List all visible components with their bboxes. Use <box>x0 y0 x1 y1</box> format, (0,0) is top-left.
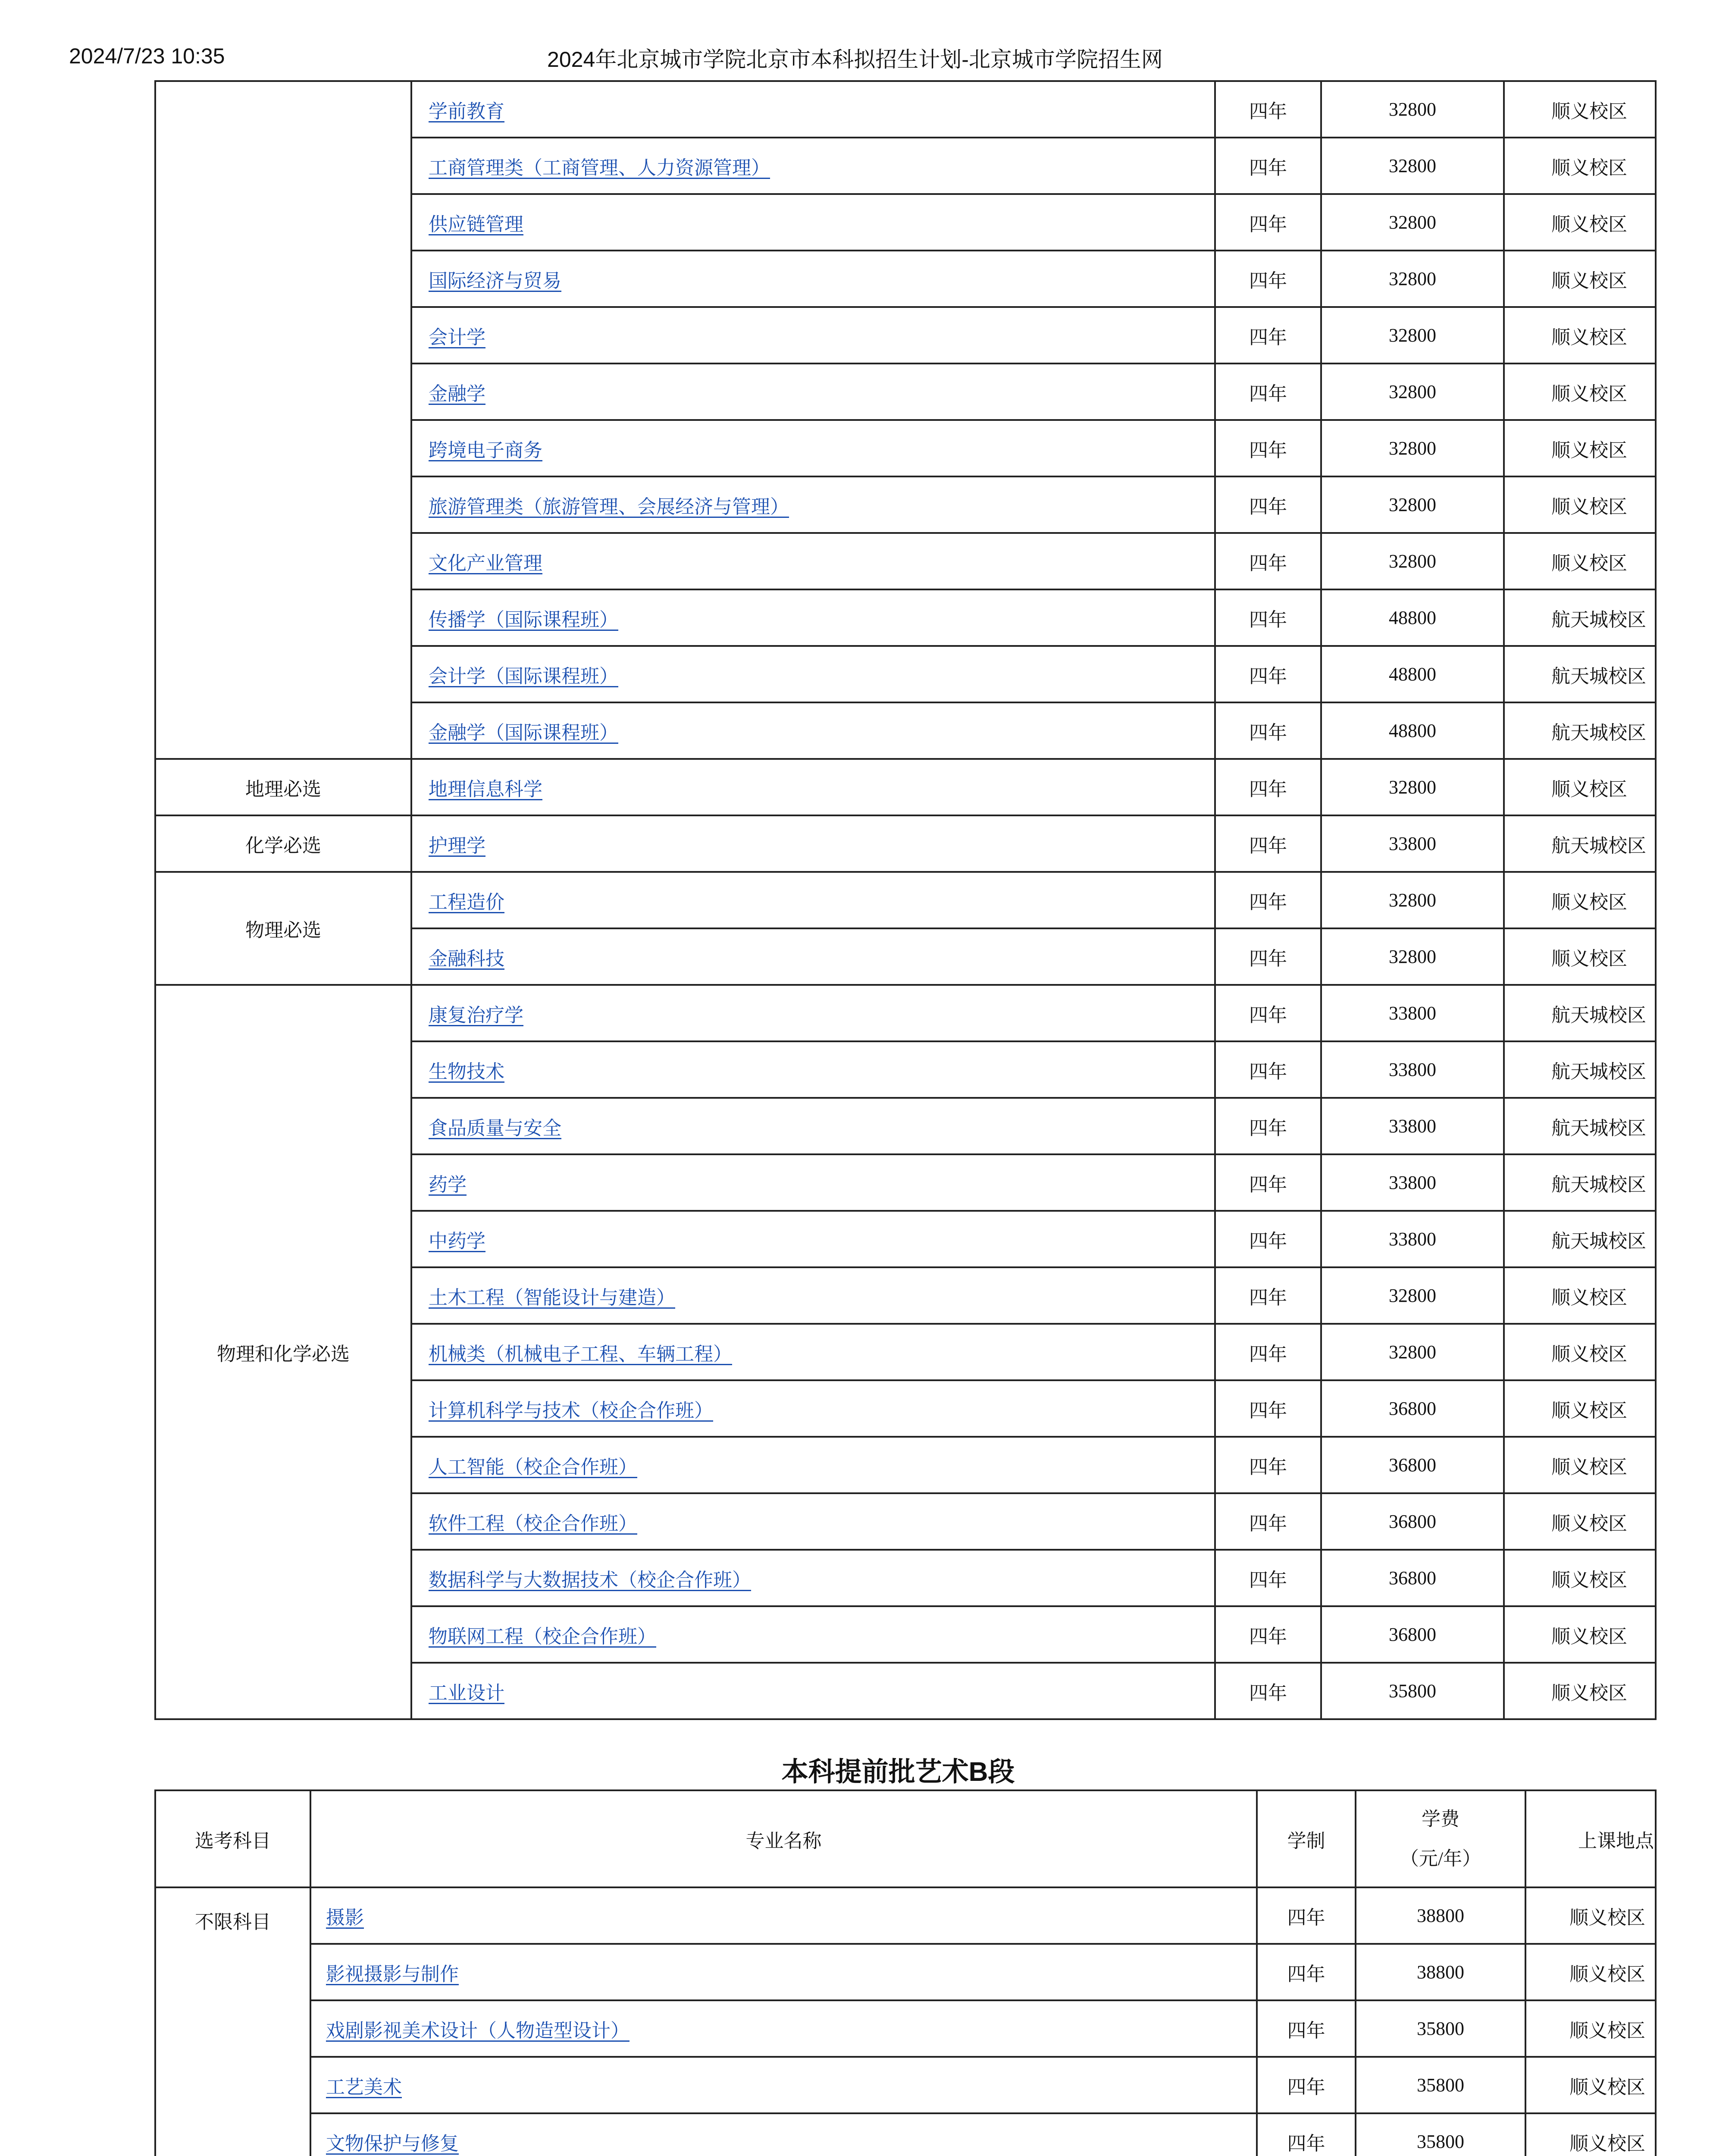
table-row <box>155 81 1656 138</box>
fee-cell: 32800 <box>1321 420 1504 476</box>
art-b-plan-table <box>154 1789 1657 2156</box>
print-page-title: 2024年北京城市学院北京市本科拟招生计划-北京城市学院招生网 <box>547 47 1163 72</box>
major-cell <box>411 872 1215 928</box>
fee-cell: 32800 <box>1321 251 1504 307</box>
duration-cell: 四年 <box>1215 1437 1321 1493</box>
table-row <box>155 759 1656 815</box>
major-cell <box>411 1606 1215 1663</box>
fee-cell: 32800 <box>1321 476 1504 533</box>
fee-cell: 35800 <box>1356 2000 1525 2057</box>
major-link[interactable]: 地理信息科学 <box>429 778 542 800</box>
campus-cell: 顺义校区 <box>1504 307 1656 364</box>
campus-cell: 顺义校区 <box>1504 872 1656 928</box>
duration-cell: 四年 <box>1215 702 1321 759</box>
major-cell <box>411 1380 1215 1437</box>
campus-cell: 顺义校区 <box>1504 1493 1656 1550</box>
duration-cell: 四年 <box>1215 1324 1321 1380</box>
subject-cell <box>155 81 411 759</box>
major-link[interactable]: 中药学 <box>429 1230 485 1252</box>
fee-cell: 36800 <box>1321 1550 1504 1606</box>
major-link[interactable]: 工业设计 <box>429 1682 504 1704</box>
fee-cell: 32800 <box>1321 138 1504 194</box>
fee-cell: 48800 <box>1321 646 1504 702</box>
header-duration: 学制 <box>1257 1790 1356 1887</box>
campus-cell: 顺义校区 <box>1504 1437 1656 1493</box>
duration-cell: 四年 <box>1215 533 1321 589</box>
duration-cell: 四年 <box>1215 1211 1321 1267</box>
major-link[interactable]: 学前教育 <box>429 100 504 122</box>
duration-cell: 四年 <box>1215 476 1321 533</box>
duration-cell: 四年 <box>1215 81 1321 138</box>
major-cell <box>411 1437 1215 1493</box>
major-cell <box>411 1041 1215 1098</box>
campus-cell: 航天城校区 <box>1504 815 1656 872</box>
campus-cell: 航天城校区 <box>1504 646 1656 702</box>
duration-cell: 四年 <box>1257 2000 1356 2057</box>
fee-cell: 33800 <box>1321 1041 1504 1098</box>
campus-cell: 航天城校区 <box>1504 1098 1656 1154</box>
duration-cell: 四年 <box>1215 1550 1321 1606</box>
major-link[interactable]: 工艺美术 <box>326 2076 402 2098</box>
major-link[interactable]: 文化产业管理 <box>429 552 542 574</box>
major-link[interactable]: 工程造价 <box>429 891 504 913</box>
fee-cell: 32800 <box>1321 1324 1504 1380</box>
major-link[interactable]: 金融学 <box>429 383 485 404</box>
major-cell <box>310 1887 1257 1944</box>
fee-cell: 48800 <box>1321 589 1504 646</box>
admission-plan-table <box>154 80 1657 1720</box>
campus-cell: 顺义校区 <box>1504 1606 1656 1663</box>
duration-cell: 四年 <box>1257 1944 1356 2000</box>
major-link[interactable]: 人工智能（校企合作班） <box>429 1456 637 1478</box>
fee-cell: 36800 <box>1321 1380 1504 1437</box>
table-header-row <box>155 1790 1656 1887</box>
fee-cell: 38800 <box>1356 1944 1525 2000</box>
major-link[interactable]: 影视摄影与制作 <box>326 1963 459 1985</box>
fee-cell: 48800 <box>1321 702 1504 759</box>
table-row <box>155 1944 1656 2000</box>
major-link[interactable]: 会计学 <box>429 326 485 348</box>
campus-cell: 顺义校区 <box>1504 1663 1656 1719</box>
header-fee <box>1356 1790 1525 1887</box>
major-link[interactable]: 软件工程（校企合作班） <box>429 1513 637 1534</box>
major-link[interactable]: 摄影 <box>326 1907 364 1928</box>
fee-cell: 32800 <box>1321 872 1504 928</box>
major-cell <box>411 928 1215 985</box>
fee-cell: 32800 <box>1321 364 1504 420</box>
print-datetime: 2024/7/23 10:35 <box>69 44 225 68</box>
fee-cell: 32800 <box>1321 307 1504 364</box>
fee-cell: 36800 <box>1321 1437 1504 1493</box>
duration-cell: 四年 <box>1215 364 1321 420</box>
major-link[interactable]: 生物技术 <box>429 1061 504 1082</box>
campus-cell: 顺义校区 <box>1504 1550 1656 1606</box>
major-link[interactable]: 土木工程（智能设计与建造） <box>429 1287 675 1308</box>
subject-cell: 物理和化学必选 <box>155 985 411 1719</box>
major-cell <box>411 420 1215 476</box>
major-cell <box>411 194 1215 251</box>
major-cell <box>411 1663 1215 1719</box>
major-cell <box>411 307 1215 364</box>
campus-cell: 顺义校区 <box>1504 420 1656 476</box>
table-row <box>155 2057 1656 2113</box>
major-cell <box>310 2000 1257 2057</box>
campus-cell: 航天城校区 <box>1504 589 1656 646</box>
major-cell <box>411 1550 1215 1606</box>
major-cell <box>411 81 1215 138</box>
campus-cell: 顺义校区 <box>1504 759 1656 815</box>
major-cell <box>310 1944 1257 2000</box>
duration-cell: 四年 <box>1215 420 1321 476</box>
campus-cell: 顺义校区 <box>1504 1380 1656 1437</box>
duration-cell: 四年 <box>1215 1098 1321 1154</box>
campus-cell: 顺义校区 <box>1525 2057 1656 2113</box>
major-cell <box>310 2113 1257 2156</box>
major-link[interactable]: 机械类（机械电子工程、车辆工程） <box>429 1343 732 1365</box>
major-link[interactable]: 药学 <box>429 1174 467 1195</box>
major-cell <box>411 138 1215 194</box>
major-cell <box>411 985 1215 1041</box>
duration-cell: 四年 <box>1215 1663 1321 1719</box>
major-link[interactable]: 数据科学与大数据技术（校企合作班） <box>429 1569 751 1591</box>
table-row <box>155 2113 1656 2156</box>
campus-cell: 顺义校区 <box>1504 1324 1656 1380</box>
subject-cell: 地理必选 <box>155 759 411 815</box>
major-link[interactable]: 工商管理类（工商管理、人力资源管理） <box>429 157 770 179</box>
major-cell <box>411 1493 1215 1550</box>
subject-cell: 化学必选 <box>155 815 411 872</box>
fee-cell: 32800 <box>1321 81 1504 138</box>
major-link[interactable]: 护理学 <box>429 835 485 856</box>
duration-cell: 四年 <box>1215 1041 1321 1098</box>
duration-cell: 四年 <box>1257 2113 1356 2156</box>
major-link[interactable]: 康复治疗学 <box>429 1004 523 1026</box>
major-link[interactable]: 会计学（国际课程班） <box>429 665 618 687</box>
major-cell <box>411 589 1215 646</box>
campus-cell: 顺义校区 <box>1525 2000 1656 2057</box>
duration-cell: 四年 <box>1215 194 1321 251</box>
header-campus: 上课地点 <box>1525 1790 1656 1887</box>
duration-cell: 四年 <box>1215 759 1321 815</box>
campus-cell: 顺义校区 <box>1504 1267 1656 1324</box>
header-major: 专业名称 <box>310 1790 1257 1887</box>
table-b-viewport <box>154 1755 1654 2156</box>
duration-cell: 四年 <box>1215 928 1321 985</box>
fee-cell: 32800 <box>1321 194 1504 251</box>
table-row <box>155 2000 1656 2057</box>
fee-cell: 32800 <box>1321 928 1504 985</box>
duration-cell: 四年 <box>1215 1380 1321 1437</box>
major-cell <box>411 1154 1215 1211</box>
fee-cell: 35800 <box>1321 1663 1504 1719</box>
duration-cell: 四年 <box>1215 985 1321 1041</box>
duration-cell: 四年 <box>1215 589 1321 646</box>
fee-cell: 33800 <box>1321 1154 1504 1211</box>
major-link[interactable]: 计算机科学与技术（校企合作班） <box>429 1400 713 1421</box>
duration-cell: 四年 <box>1215 815 1321 872</box>
duration-cell: 四年 <box>1215 251 1321 307</box>
campus-cell: 顺义校区 <box>1504 928 1656 985</box>
table-row <box>155 1887 1656 1944</box>
fee-cell: 38800 <box>1356 1887 1525 1944</box>
campus-cell: 航天城校区 <box>1504 1041 1656 1098</box>
fee-cell: 35800 <box>1356 2057 1525 2113</box>
major-cell <box>411 1324 1215 1380</box>
major-cell <box>411 1267 1215 1324</box>
campus-cell: 顺义校区 <box>1504 251 1656 307</box>
major-link[interactable]: 物联网工程（校企合作班） <box>429 1626 656 1647</box>
campus-cell: 顺义校区 <box>1504 138 1656 194</box>
major-cell <box>411 533 1215 589</box>
subject-cell: 物理必选 <box>155 872 411 985</box>
major-cell <box>411 251 1215 307</box>
fee-cell: 32800 <box>1321 759 1504 815</box>
duration-cell: 四年 <box>1215 872 1321 928</box>
major-link[interactable]: 文物保护与修复 <box>326 2133 459 2154</box>
table-row <box>155 815 1656 872</box>
duration-cell: 四年 <box>1215 1606 1321 1663</box>
major-link[interactable]: 旅游管理类（旅游管理、会展经济与管理） <box>429 496 789 517</box>
subject-cell: 不限科目 <box>155 1887 310 2156</box>
header-subject: 选考科目 <box>155 1790 310 1887</box>
fee-cell: 36800 <box>1321 1606 1504 1663</box>
duration-cell: 四年 <box>1215 307 1321 364</box>
fee-cell: 32800 <box>1321 1267 1504 1324</box>
major-link[interactable]: 国际经济与贸易 <box>429 270 561 291</box>
major-cell <box>411 646 1215 702</box>
campus-cell: 顺义校区 <box>1525 2113 1656 2156</box>
fee-cell: 33800 <box>1321 815 1504 872</box>
campus-cell: 航天城校区 <box>1504 985 1656 1041</box>
campus-cell: 顺义校区 <box>1504 364 1656 420</box>
section-title: 本科提前批艺术B段 <box>781 1757 1015 1787</box>
fee-cell: 32800 <box>1321 533 1504 589</box>
major-link[interactable]: 食品质量与安全 <box>429 1117 561 1139</box>
campus-cell: 顺义校区 <box>1504 194 1656 251</box>
header-fee-line1: 学费 <box>1422 1808 1459 1830</box>
campus-cell: 航天城校区 <box>1504 1211 1656 1267</box>
campus-cell: 航天城校区 <box>1504 1154 1656 1211</box>
duration-cell: 四年 <box>1215 1493 1321 1550</box>
duration-cell: 四年 <box>1215 1154 1321 1211</box>
major-link[interactable]: 金融学（国际课程班） <box>429 722 618 743</box>
major-link[interactable]: 金融科技 <box>429 948 504 969</box>
print-header <box>0 43 1710 72</box>
major-cell <box>411 759 1215 815</box>
header-fee-line2: （元/年） <box>1400 1848 1481 1869</box>
campus-cell: 顺义校区 <box>1504 476 1656 533</box>
campus-cell: 顺义校区 <box>1525 1944 1656 2000</box>
duration-cell: 四年 <box>1215 1267 1321 1324</box>
fee-cell: 33800 <box>1321 1211 1504 1267</box>
major-link[interactable]: 传播学（国际课程班） <box>429 609 618 630</box>
campus-cell: 顺义校区 <box>1504 533 1656 589</box>
table-row <box>155 985 1656 1041</box>
table-a-viewport <box>154 82 1646 1738</box>
major-link[interactable]: 跨境电子商务 <box>429 439 542 461</box>
major-cell <box>411 815 1215 872</box>
fee-cell: 33800 <box>1321 985 1504 1041</box>
major-cell <box>411 476 1215 533</box>
major-cell <box>411 364 1215 420</box>
campus-cell: 顺义校区 <box>1504 81 1656 138</box>
major-cell <box>411 1098 1215 1154</box>
major-cell <box>310 2057 1257 2113</box>
major-cell <box>411 702 1215 759</box>
duration-cell: 四年 <box>1257 1887 1356 1944</box>
duration-cell: 四年 <box>1215 138 1321 194</box>
duration-cell: 四年 <box>1257 2057 1356 2113</box>
fee-cell: 33800 <box>1321 1098 1504 1154</box>
table-row <box>155 872 1656 928</box>
major-link[interactable]: 戏剧影视美术设计（人物造型设计） <box>326 2020 630 2041</box>
major-link[interactable]: 供应链管理 <box>429 213 523 235</box>
major-cell <box>411 1211 1215 1267</box>
fee-cell: 36800 <box>1321 1493 1504 1550</box>
fee-cell: 35800 <box>1356 2113 1525 2156</box>
campus-cell: 顺义校区 <box>1525 1887 1656 1944</box>
campus-cell: 航天城校区 <box>1504 702 1656 759</box>
duration-cell: 四年 <box>1215 646 1321 702</box>
